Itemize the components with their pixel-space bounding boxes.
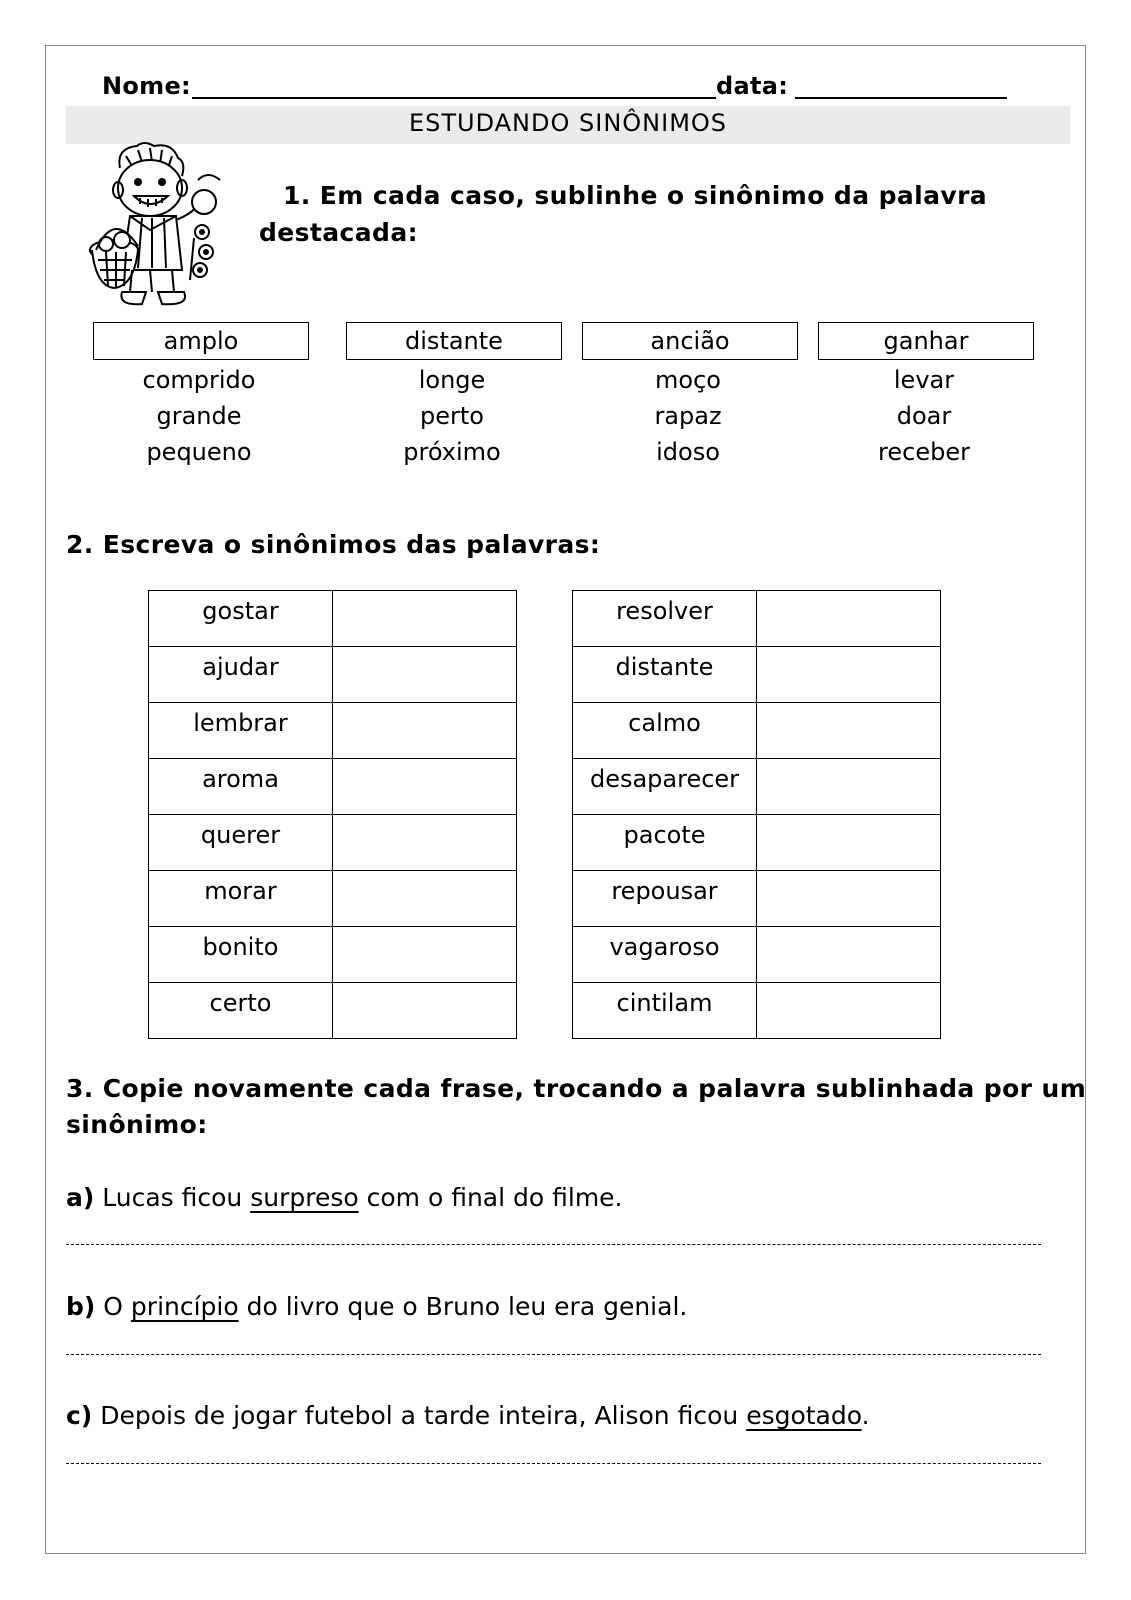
option-word[interactable]: pequeno <box>146 438 252 466</box>
answer-cell[interactable] <box>757 759 941 815</box>
table-word-cell: cintilam <box>573 983 757 1039</box>
table-row <box>573 815 941 871</box>
option-word[interactable]: comprido <box>142 366 256 394</box>
highlighted-word-box: amplo <box>93 322 309 360</box>
table-row <box>573 759 941 815</box>
answer-cell[interactable] <box>757 703 941 759</box>
table-row <box>573 647 941 703</box>
highlighted-word-box: ancião <box>582 322 798 360</box>
q1-prompt-line2: destacada: <box>259 218 419 247</box>
date-field-line[interactable] <box>795 97 1007 99</box>
table-row <box>149 647 517 703</box>
table-row <box>149 871 517 927</box>
option-word[interactable]: moço <box>655 366 721 394</box>
answer-cell[interactable] <box>757 591 941 647</box>
answer-cell[interactable] <box>757 871 941 927</box>
sentence-label: c) <box>66 1401 93 1430</box>
answer-cell[interactable] <box>333 759 517 815</box>
synonym-table-right <box>572 590 941 1039</box>
table-word-cell: resolver <box>573 591 757 647</box>
answer-line-c[interactable] <box>66 1463 1041 1464</box>
underlined-word: esgotado <box>746 1401 862 1430</box>
sentence-text: . <box>861 1401 870 1430</box>
table-word-cell: ajudar <box>149 647 333 703</box>
table-word-cell: calmo <box>573 703 757 759</box>
table-row <box>573 871 941 927</box>
table-row <box>149 591 517 647</box>
q1-prompt-line1: 1. Em cada caso, sublinhe o sinônimo da palavra <box>283 181 988 210</box>
sentence-b <box>66 1292 687 1321</box>
table-word-cell: aroma <box>149 759 333 815</box>
q3-prompt-line1: 3. Copie novamente cada frase, trocando a palavra sublinhada por um <box>66 1074 1087 1103</box>
answer-cell[interactable] <box>333 703 517 759</box>
q2-prompt: 2. Escreva o sinônimos das palavras: <box>66 530 601 559</box>
table-word-cell: vagaroso <box>573 927 757 983</box>
table-row <box>149 815 517 871</box>
option-word[interactable]: levar <box>893 366 955 394</box>
table-row <box>149 703 517 759</box>
answer-cell[interactable] <box>333 871 517 927</box>
q3-prompt-line2: sinônimo: <box>66 1110 208 1139</box>
answer-cell[interactable] <box>333 647 517 703</box>
boy-with-basket-illustration <box>82 140 232 315</box>
answer-cell[interactable] <box>333 983 517 1039</box>
table-word-cell: certo <box>149 983 333 1039</box>
synonym-table-left <box>148 590 517 1039</box>
table-word-cell: gostar <box>149 591 333 647</box>
option-word[interactable]: próximo <box>403 438 501 466</box>
table-row <box>573 591 941 647</box>
sentence-text: O <box>103 1292 123 1321</box>
answer-cell[interactable] <box>757 647 941 703</box>
sentence-label: a) <box>66 1183 95 1212</box>
name-field-line[interactable] <box>192 97 716 99</box>
date-label: data: <box>716 72 789 100</box>
underlined-word: princípio <box>130 1292 239 1321</box>
table-word-cell: desaparecer <box>573 759 757 815</box>
answer-cell[interactable] <box>333 591 517 647</box>
sentence-text: do livro que o Bruno leu era genial. <box>246 1292 688 1321</box>
table-word-cell: lembrar <box>149 703 333 759</box>
option-word[interactable]: longe <box>418 366 486 394</box>
sentence-text: Lucas ficou <box>102 1183 243 1212</box>
table-word-cell: bonito <box>149 927 333 983</box>
option-word[interactable]: receber <box>878 438 970 466</box>
underlined-word: surpreso <box>250 1183 359 1212</box>
table-word-cell: pacote <box>573 815 757 871</box>
sentence-label: b) <box>66 1292 96 1321</box>
highlighted-word-box: ganhar <box>818 322 1034 360</box>
page-title: ESTUDANDO SINÔNIMOS <box>408 109 728 137</box>
sentence-c <box>66 1401 870 1430</box>
option-word[interactable]: grande <box>156 402 242 430</box>
answer-cell[interactable] <box>333 815 517 871</box>
name-label: Nome: <box>102 72 191 100</box>
highlighted-word-box: distante <box>346 322 562 360</box>
table-word-cell: repousar <box>573 871 757 927</box>
sentence-a <box>66 1183 623 1212</box>
answer-cell[interactable] <box>757 815 941 871</box>
table-word-cell: morar <box>149 871 333 927</box>
table-row <box>573 703 941 759</box>
answer-line-b[interactable] <box>66 1354 1041 1355</box>
answer-cell[interactable] <box>757 927 941 983</box>
option-word[interactable]: idoso <box>656 438 720 466</box>
sentence-text: com o final do filme. <box>366 1183 623 1212</box>
table-word-cell: distante <box>573 647 757 703</box>
table-row <box>573 927 941 983</box>
table-row <box>149 983 517 1039</box>
answer-cell[interactable] <box>333 927 517 983</box>
table-word-cell: querer <box>149 815 333 871</box>
table-row <box>573 983 941 1039</box>
answer-line-a[interactable] <box>66 1244 1041 1245</box>
option-word[interactable]: perto <box>420 402 484 430</box>
table-row <box>149 927 517 983</box>
sentence-text: Depois de jogar futebol a tarde inteira, Alison ficou <box>100 1401 739 1430</box>
answer-cell[interactable] <box>757 983 941 1039</box>
option-word[interactable]: doar <box>896 402 952 430</box>
option-word[interactable]: rapaz <box>654 402 722 430</box>
table-row <box>149 759 517 815</box>
